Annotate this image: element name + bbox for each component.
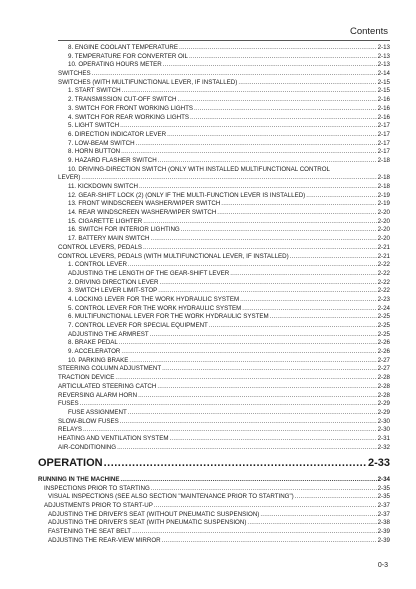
toc-entry-title: SWITCHES (WITH MULTIFUNCTIONAL LEVER, IF INSTALLED) (58, 78, 238, 86)
toc-entry-page: 2-16 (377, 113, 390, 121)
dot-leader (138, 392, 377, 401)
toc-entry-page: 2-27 (377, 365, 390, 373)
dot-leader (238, 79, 376, 88)
toc-entry[interactable] (58, 122, 390, 131)
toc-entry-page: 2-30 (377, 417, 390, 425)
toc-entry[interactable] (58, 96, 390, 105)
toc-entry-title: SLOW-BLOW FUSES (58, 417, 119, 425)
toc-entry[interactable] (58, 435, 390, 444)
dot-leader (120, 476, 376, 485)
toc-entry[interactable] (58, 253, 390, 262)
toc-entry-title: 6. MULTIFUNCTIONAL LEVER FOR THE WORK HYDRAULIC SYSTEM (68, 313, 269, 321)
toc-entry-title: 5. LIGHT SWITCH (68, 122, 120, 130)
toc-entry-page: 2-39 (377, 536, 390, 544)
toc-entry-title: STEERING COLUMN ADJUSTMENT (58, 365, 162, 373)
toc-entry-page: 2-38 (377, 519, 390, 527)
dot-leader (306, 192, 376, 201)
toc-entry-page: 2-19 (377, 191, 390, 199)
toc-entry[interactable] (58, 400, 390, 409)
toc-entry[interactable] (58, 148, 390, 157)
toc-entry[interactable] (58, 200, 390, 209)
toc-entry-title: HEATING AND VENTILATION SYSTEM (58, 434, 169, 442)
toc-entry-page: 2-20 (377, 217, 390, 225)
toc-entry[interactable] (58, 365, 390, 374)
toc-entry-title: ADJUSTING THE DRIVER'S SEAT (WITHOUT PNEUMATIC SUSPENSION) (48, 510, 260, 518)
toc-entry-title: 7. CONTROL LEVER FOR SPECIAL EQUIPMENT (68, 322, 208, 329)
toc-entry-title: FUSE ASSIGNMENT (68, 408, 127, 416)
toc-entry-title: AIR-CONDITIONING (58, 443, 117, 451)
toc-entry-title: REVERSING ALARM HORN (58, 391, 138, 399)
toc-entry[interactable] (58, 70, 390, 79)
toc-entry[interactable] (58, 339, 390, 348)
toc-entry-page: 2-31 (377, 434, 390, 442)
toc-entry-page: 2-17 (377, 148, 390, 156)
toc-entry[interactable] (58, 105, 390, 114)
toc-entry-page: 2-29 (377, 408, 390, 416)
dot-leader (117, 444, 377, 453)
toc-entry-page: 2-17 (377, 130, 390, 138)
dot-leader (121, 148, 376, 157)
toc-entry[interactable] (58, 183, 390, 192)
operation-toc-list (38, 476, 390, 546)
toc-entry-page: 2-18 (377, 174, 390, 182)
dot-leader (150, 331, 377, 340)
toc-entry[interactable] (58, 348, 390, 357)
dot-leader (178, 96, 377, 105)
operation-section-heading[interactable] (38, 456, 390, 470)
toc-entry-title: 7. LOW-BEAM SWITCH (68, 139, 135, 147)
toc-entry[interactable] (58, 313, 390, 322)
toc-entry-page: 2-29 (377, 400, 390, 408)
dot-leader (81, 174, 376, 183)
toc-entry-title: CONTROL LEVERS, PEDALS (WITH MULTIFUNCTIONAL LEVER, IF INSTALLED) (58, 252, 289, 260)
page-header (0, 0, 416, 40)
toc-entry-title: TRACTION DEVICE (58, 374, 115, 382)
toc-entry[interactable] (58, 218, 390, 227)
dot-leader (247, 519, 376, 528)
toc-entry-page: 2-25 (377, 313, 390, 321)
toc-entry[interactable] (38, 476, 390, 485)
toc-entry[interactable] (58, 322, 390, 331)
toc-entry[interactable] (58, 305, 390, 314)
toc-entry[interactable] (58, 44, 390, 53)
toc-entry-title: 1. CONTROL LEVER (68, 261, 127, 269)
toc-entry-page: 2-22 (377, 269, 390, 277)
toc-entry-page: 2-32 (377, 443, 390, 451)
toc-entry-title: 8. HORN BUTTON (68, 148, 121, 156)
toc-entry-page: 2-37 (377, 510, 390, 518)
toc-entry[interactable] (58, 392, 390, 401)
toc-entry-page: 2-25 (377, 322, 390, 329)
toc-entry-page: 2-21 (377, 243, 390, 251)
toc-entry-page: 2-24 (377, 304, 390, 312)
toc-entry-page: 2-26 (377, 348, 390, 356)
toc-entry[interactable] (38, 528, 390, 537)
toc-entry-title: INSPECTIONS PRIOR TO STARTING (44, 484, 150, 492)
toc-entry[interactable] (58, 157, 390, 166)
dot-leader (92, 70, 377, 79)
toc-entry-page: 2-17 (377, 139, 390, 147)
toc-entry-page: 2-22 (377, 278, 390, 286)
dot-leader (158, 287, 376, 296)
toc-entry-title: ADJUSTING THE REAR-VIEW MIRROR (48, 536, 161, 544)
dot-leader (122, 87, 377, 96)
dot-leader (120, 122, 376, 131)
dot-leader (194, 105, 377, 114)
toc-entry-page: 2-39 (377, 528, 390, 536)
toc-entry-page: 2-16 (377, 104, 390, 112)
toc-entry[interactable] (58, 235, 390, 244)
toc-entry-title: 10. PARKING BRAKE (68, 356, 129, 364)
toc-entry[interactable] (58, 174, 390, 183)
toc-entry[interactable] (58, 444, 390, 453)
toc-entry-title: SWITCHES (58, 70, 91, 78)
dot-leader (181, 226, 377, 235)
dot-leader (240, 296, 377, 305)
header-divider (58, 40, 390, 41)
dot-leader (190, 114, 377, 123)
toc-entry[interactable] (58, 374, 390, 383)
toc-entry-page: 2-14 (377, 70, 390, 78)
toc-entry-title: 5. CONTROL LEVER FOR THE WORK HYDRAULIC SYSTEM (68, 304, 242, 312)
toc-entry-page: 2-18 (377, 156, 390, 164)
dot-leader (143, 244, 377, 253)
toc-entry[interactable] (58, 409, 390, 418)
dot-leader (104, 456, 367, 470)
toc-entry-page: 2-35 (377, 493, 390, 501)
toc-entry[interactable] (58, 79, 390, 88)
toc-entry-page: 2-13 (377, 61, 390, 69)
toc-entry-title: 10. DRIVING-DIRECTION SWITCH (ONLY WITH INSTALLED MULTIFUNCTIONAL CONTROL (68, 165, 330, 173)
dot-leader (129, 357, 376, 366)
toc-entry[interactable] (58, 383, 390, 392)
toc-entry[interactable] (58, 209, 390, 218)
operation-section-page: 2-33 (367, 457, 390, 469)
toc-entry-page: 2-21 (377, 252, 390, 260)
dot-leader (162, 537, 377, 546)
toc-entry-page: 2-37 (377, 502, 390, 510)
toc-entry-title: ADJUSTING THE LENGTH OF THE GEAR-SHIFT LEVER (68, 269, 230, 277)
dot-leader (80, 400, 377, 409)
toc-entry[interactable] (58, 426, 390, 435)
dot-leader (132, 528, 377, 537)
dot-leader (189, 53, 377, 62)
dot-leader (150, 235, 376, 244)
toc-entry-title: 3. SWITCH LEVER LIMIT-STOP (68, 287, 158, 295)
toc-entry[interactable] (58, 53, 390, 62)
dot-leader (169, 435, 376, 444)
toc-entry-title: 1. START SWITCH (68, 87, 121, 95)
dot-leader (143, 218, 376, 227)
toc-entry-title: 2. TRANSMISSION CUT-OFF SWITCH (68, 96, 177, 104)
toc-entry-title: 13. FRONT WINDSCREEN WASHER/WIPER SWITCH (68, 200, 221, 208)
toc-entry-title: FUSES (58, 400, 79, 408)
toc-entry[interactable] (58, 296, 390, 305)
toc-entry[interactable] (58, 226, 390, 235)
toc-entry-page: 2-18 (377, 183, 390, 190)
toc-entry-page: 2-20 (377, 209, 390, 217)
toc-entry[interactable] (58, 244, 390, 253)
toc-entry-title: ARTICULATED STEERING CATCH (58, 382, 157, 390)
toc-entry-page: 2-28 (377, 391, 390, 399)
toc-entry[interactable] (38, 493, 390, 502)
dot-leader (136, 140, 377, 149)
toc-entry-page: 2-25 (377, 330, 390, 338)
dot-leader (157, 383, 376, 392)
toc-entry-page: 2-15 (377, 78, 390, 86)
toc-entry-page: 2-23 (377, 295, 390, 303)
toc-entry-title: LEVER) (58, 174, 81, 182)
toc-entry-title: 14. REAR WINDSCREEN WASHER/WIPER SWITCH (68, 209, 217, 217)
dot-leader (290, 253, 377, 262)
toc-entry-page: 2-20 (377, 226, 390, 234)
dot-leader (139, 183, 377, 192)
toc-entry-page: 2-30 (377, 426, 390, 434)
toc-entry-title: 16. SWITCH FOR INTERIOR LIGHTING (68, 226, 180, 234)
dot-leader (295, 493, 377, 502)
toc-entry-title: 15. CIGARETTE LIGHTER (68, 217, 143, 225)
toc-entry-page: 2-16 (377, 96, 390, 104)
toc-entry-title: VISUAL INSPECTIONS (SEE ALSO SECTION "MAINTENANCE PRIOR TO STARTING") (48, 493, 294, 501)
toc-entry[interactable] (58, 261, 390, 270)
toc-entry-page: 2-26 (377, 339, 390, 347)
toc-entry-title: 6. DIRECTION INDICATOR LEVER (68, 130, 167, 138)
dot-leader (83, 426, 377, 435)
dot-leader (260, 511, 376, 520)
toc-entry-title: 11. KICKDOWN SWITCH (68, 183, 139, 190)
toc-entry-title: ADJUSTING THE ARMREST (68, 330, 149, 338)
dot-leader (115, 374, 376, 383)
toc-entry[interactable] (58, 131, 390, 140)
toc-entry-title: RUNNING IN THE MACHINE (38, 476, 120, 483)
toc-entry-title: FASTENING THE SEAT BELT (48, 528, 132, 536)
toc-entry-page: 2-20 (377, 235, 390, 243)
page-number: 0-3 (377, 562, 388, 569)
toc-entry-page: 2-22 (377, 287, 390, 295)
toc-entry[interactable] (38, 511, 390, 520)
dot-leader (121, 348, 376, 357)
dot-leader (230, 270, 376, 279)
toc-entry[interactable] (58, 140, 390, 149)
dot-leader (158, 157, 377, 166)
table-of-contents-list (58, 44, 390, 452)
dot-leader (154, 502, 377, 511)
toc-entry-title: 9. HAZARD FLASHER SWITCH (68, 156, 157, 164)
toc-entry-title: 9. ACCELERATOR (68, 348, 121, 356)
toc-entry-page: 2-22 (377, 261, 390, 269)
toc-entry-page: 2-34 (377, 476, 390, 483)
toc-entry-title: 2. DRIVING DIRECTION LEVER (68, 278, 159, 286)
toc-entry[interactable] (58, 279, 390, 288)
toc-entry-page: 2-13 (377, 44, 390, 51)
toc-entry[interactable] (58, 357, 390, 366)
toc-entry[interactable] (58, 192, 390, 201)
header-title: Contents (349, 26, 388, 37)
toc-entry-title: 10. OPERATING HOURS METER (68, 61, 162, 69)
operation-section-title: OPERATION (38, 457, 103, 469)
dot-leader (167, 131, 377, 140)
toc-entry-page: 2-13 (377, 52, 390, 60)
toc-entry-page: 2-35 (377, 484, 390, 492)
toc-entry-page: 2-27 (377, 356, 390, 364)
dot-leader (270, 313, 377, 322)
toc-entry-title: 9. TEMPERATURE FOR CONVERTER OIL (68, 52, 188, 60)
toc-entry-title: 8. ENGINE COOLANT TEMPERATURE (68, 44, 179, 51)
toc-entry[interactable] (38, 519, 390, 528)
toc-entry-title: 4. LOCKING LEVER FOR THE WORK HYDRAULIC SYSTEM (68, 295, 240, 303)
toc-entry[interactable] (58, 61, 390, 70)
dot-leader (120, 418, 377, 427)
toc-entry-page: 2-17 (377, 122, 390, 130)
toc-entry[interactable] (38, 485, 390, 494)
toc-entry-page: 2-15 (377, 87, 390, 95)
toc-entry[interactable] (58, 87, 390, 96)
toc-entry[interactable] (38, 537, 390, 546)
toc-entry-title: ADJUSTING THE DRIVER'S SEAT (WITH PNEUMATIC SUSPENSION) (48, 519, 247, 527)
dot-leader (179, 44, 377, 53)
toc-entry-title: 3. SWITCH FOR FRONT WORKING LIGHTS (68, 104, 194, 112)
dot-leader (128, 409, 377, 418)
toc-entry-page: 2-19 (377, 200, 390, 208)
toc-entry-title: 4. SWITCH FOR REAR WORKING LIGHTS (68, 113, 190, 121)
dot-leader (151, 485, 377, 494)
dot-leader (162, 365, 376, 374)
dot-leader (159, 279, 376, 288)
toc-entry[interactable] (38, 502, 390, 511)
dot-leader (221, 200, 376, 209)
toc-entry[interactable] (58, 418, 390, 427)
toc-entry-title: RELAYS (58, 426, 82, 434)
dot-leader (128, 261, 377, 270)
toc-entry[interactable] (58, 114, 390, 123)
toc-entry-title: 17. BATTERY MAIN SWITCH (68, 235, 150, 243)
toc-entry-title: CONTROL LEVERS, PEDALS (58, 243, 143, 251)
toc-entry-title: 12. GEAR-SHIFT LOCK (2) (ONLY IF THE MULTI-FUNCTION LEVER IS INSTALLED) (68, 191, 306, 199)
toc-entry-page: 2-28 (377, 374, 390, 382)
dot-leader (163, 61, 377, 70)
toc-entry-page: 2-28 (377, 382, 390, 390)
toc-entry[interactable] (58, 166, 390, 175)
toc-entry[interactable] (58, 270, 390, 279)
toc-entry[interactable] (58, 331, 390, 340)
toc-entry-title: 8. BRAKE PEDAL (68, 339, 118, 347)
toc-entry-title: ADJUSTMENTS PRIOR TO START-UP (44, 502, 153, 510)
dot-leader (209, 322, 377, 331)
dot-leader (242, 305, 376, 314)
toc-entry[interactable] (58, 287, 390, 296)
dot-leader (217, 209, 376, 218)
dot-leader (119, 339, 377, 348)
